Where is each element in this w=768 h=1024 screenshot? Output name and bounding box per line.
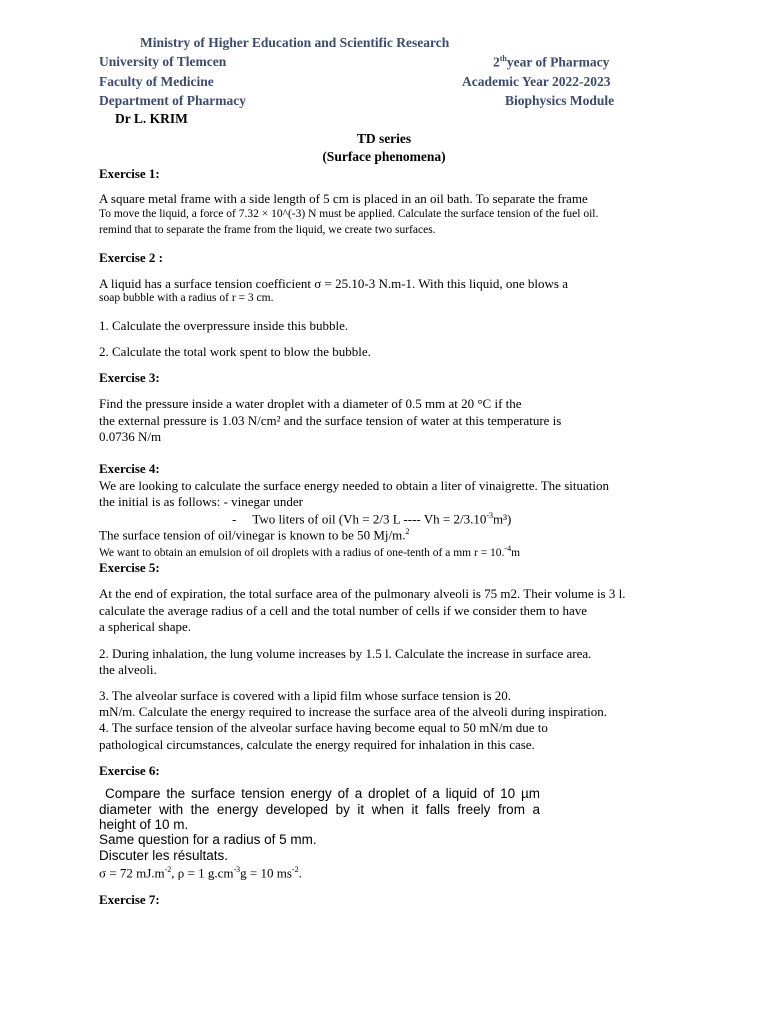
oil-volume-text: Two liters of oil (Vh = 2/3 L ---- Vh = 2/3.10 <box>252 511 487 527</box>
unit-text: m <box>511 546 521 559</box>
university-name: University of Tlemcen <box>99 54 227 69</box>
exercise-7-heading: Exercise 7: <box>99 892 160 907</box>
exponent: -2 <box>291 865 299 874</box>
module-name: Biophysics Module <box>505 93 615 108</box>
exercise-2-line-2: soap bubble with a radius of r = 3 cm. <box>99 292 274 304</box>
exercise-6-line-2: diameter with the energy developed by it when it falls freely from a <box>99 802 540 817</box>
title-line-2: (Surface phenomena) <box>322 149 446 164</box>
exercise-3-line-3: 0.0736 N/m <box>99 429 162 444</box>
exercise-5-line-3: a spherical shape. <box>99 619 192 634</box>
exercise-5-question-3a: 3. The alveolar surface is covered with a lipid film whose surface tension is 20. <box>99 688 512 703</box>
exercise-6-line-3: height of 10 m. <box>99 817 189 832</box>
ministry-name: Ministry of Higher Education and Scientific Research <box>140 35 450 50</box>
unit-text: m³) <box>493 511 512 527</box>
exercise-1-line-1: A square metal frame with a side length of 5 cm is placed in an oil bath. To separate the frame <box>99 191 588 206</box>
sigma-value: σ = 72 mJ.m <box>99 865 165 881</box>
exercise-2-question-1: 1. Calculate the overpressure inside this bubble. <box>99 318 349 333</box>
exercise-5-question-4a: 4. The surface tension of the alveolar surface having become equal to 50 mN/m due to <box>99 720 548 735</box>
exponent: -4 <box>504 544 512 553</box>
exercise-6-heading: Exercise 6: <box>99 763 160 778</box>
faculty-name: Faculty of Medicine <box>99 74 214 89</box>
exercise-1-line-2: To move the liquid, a force of 7.32 × 10^(-3) N must be applied. Calculate the surface tension of the fuel oil. <box>99 208 599 220</box>
exercise-5-question-2b: the alveoli. <box>99 662 157 677</box>
exercise-5-question-4b: pathological circumstances, calculate the energy required for inhalation in this case. <box>99 737 535 752</box>
exponent: -3 <box>233 865 241 874</box>
exercise-5-line-1: At the end of expiration, the total surface area of the pulmonary alveoli is 75 m2. Their volume is 3 l. <box>99 586 626 601</box>
teacher-name: Dr L. KRIM <box>115 111 188 126</box>
exercise-2-heading: Exercise 2 : <box>99 250 164 265</box>
exercise-4-heading: Exercise 4: <box>99 461 160 476</box>
exercise-3-heading: Exercise 3: <box>99 370 160 385</box>
study-year <box>493 54 609 71</box>
rho-value: , ρ = 1 g.cm <box>171 865 234 881</box>
exponent: -2 <box>164 865 172 874</box>
exercise-2-question-2: 2. Calculate the total work spent to blow the bubble. <box>99 344 371 359</box>
exercise-6-line-1: Compare the surface tension energy of a droplet of a liquid of 10 µm <box>105 786 540 801</box>
exercise-1-heading: Exercise 1: <box>99 166 160 181</box>
academic-year: Academic Year 2022-2023 <box>462 74 611 89</box>
year-number: 2 <box>493 54 500 70</box>
exercise-4-line-5 <box>99 544 520 559</box>
exercise-6-line-5: Discuter les résultats. <box>99 848 229 863</box>
exercise-3-line-2: the external pressure is 1.03 N/cm² and the surface tension of water at this temperature is <box>99 413 562 428</box>
exercise-4-line-3 <box>232 511 511 527</box>
exercise-2-line-1: A liquid has a surface tension coefficient σ = 25.10-3 N.m-1. With this liquid, one blows a <box>99 276 568 291</box>
department-name: Department of Pharmacy <box>99 93 246 108</box>
exercise-4-line-1: We are looking to calculate the surface energy needed to obtain a liter of vinaigrette. The situation <box>99 478 609 493</box>
exercise-6-line-4: Same question for a radius of 5 mm. <box>99 832 317 847</box>
period: . <box>298 865 302 881</box>
gravity-value: g = 10 ms <box>240 865 292 881</box>
exercise-5-question-2a: 2. During inhalation, the lung volume increases by 1.5 l. Calculate the increase in surface area. <box>99 646 592 661</box>
year-label: year of Pharmacy <box>506 54 610 70</box>
exercise-5-line-2: calculate the average radius of a cell and the total number of cells if we consider them to have <box>99 603 588 618</box>
droplet-radius-text: We want to obtain an emulsion of oil droplets with a radius of one-tenth of a mm r = 10. <box>99 546 505 559</box>
exponent: -3 <box>486 511 494 520</box>
exercise-4-line-4 <box>99 527 410 543</box>
exponent: 2 <box>405 527 410 536</box>
exercise-6-constants <box>99 865 302 881</box>
exercise-3-line-1: Find the pressure inside a water droplet with a diameter of 0.5 mm at 20 °C if the <box>99 396 522 411</box>
exercise-5-question-3b: mN/m. Calculate the energy required to increase the surface area of the alveoli during inspiration. <box>99 704 608 719</box>
list-dash: - <box>232 511 237 527</box>
surface-tension-text: The surface tension of oil/vinegar is known to be 50 Mj/m. <box>99 527 406 543</box>
exercise-1-line-3: remind that to separate the frame from the liquid, we create two surfaces. <box>99 224 436 236</box>
exercise-4-line-2: the initial is as follows: - vinegar under <box>99 494 303 509</box>
title-line-1: TD series <box>356 131 412 146</box>
exercise-5-heading: Exercise 5: <box>99 560 160 575</box>
year-superscript: th <box>499 54 507 63</box>
